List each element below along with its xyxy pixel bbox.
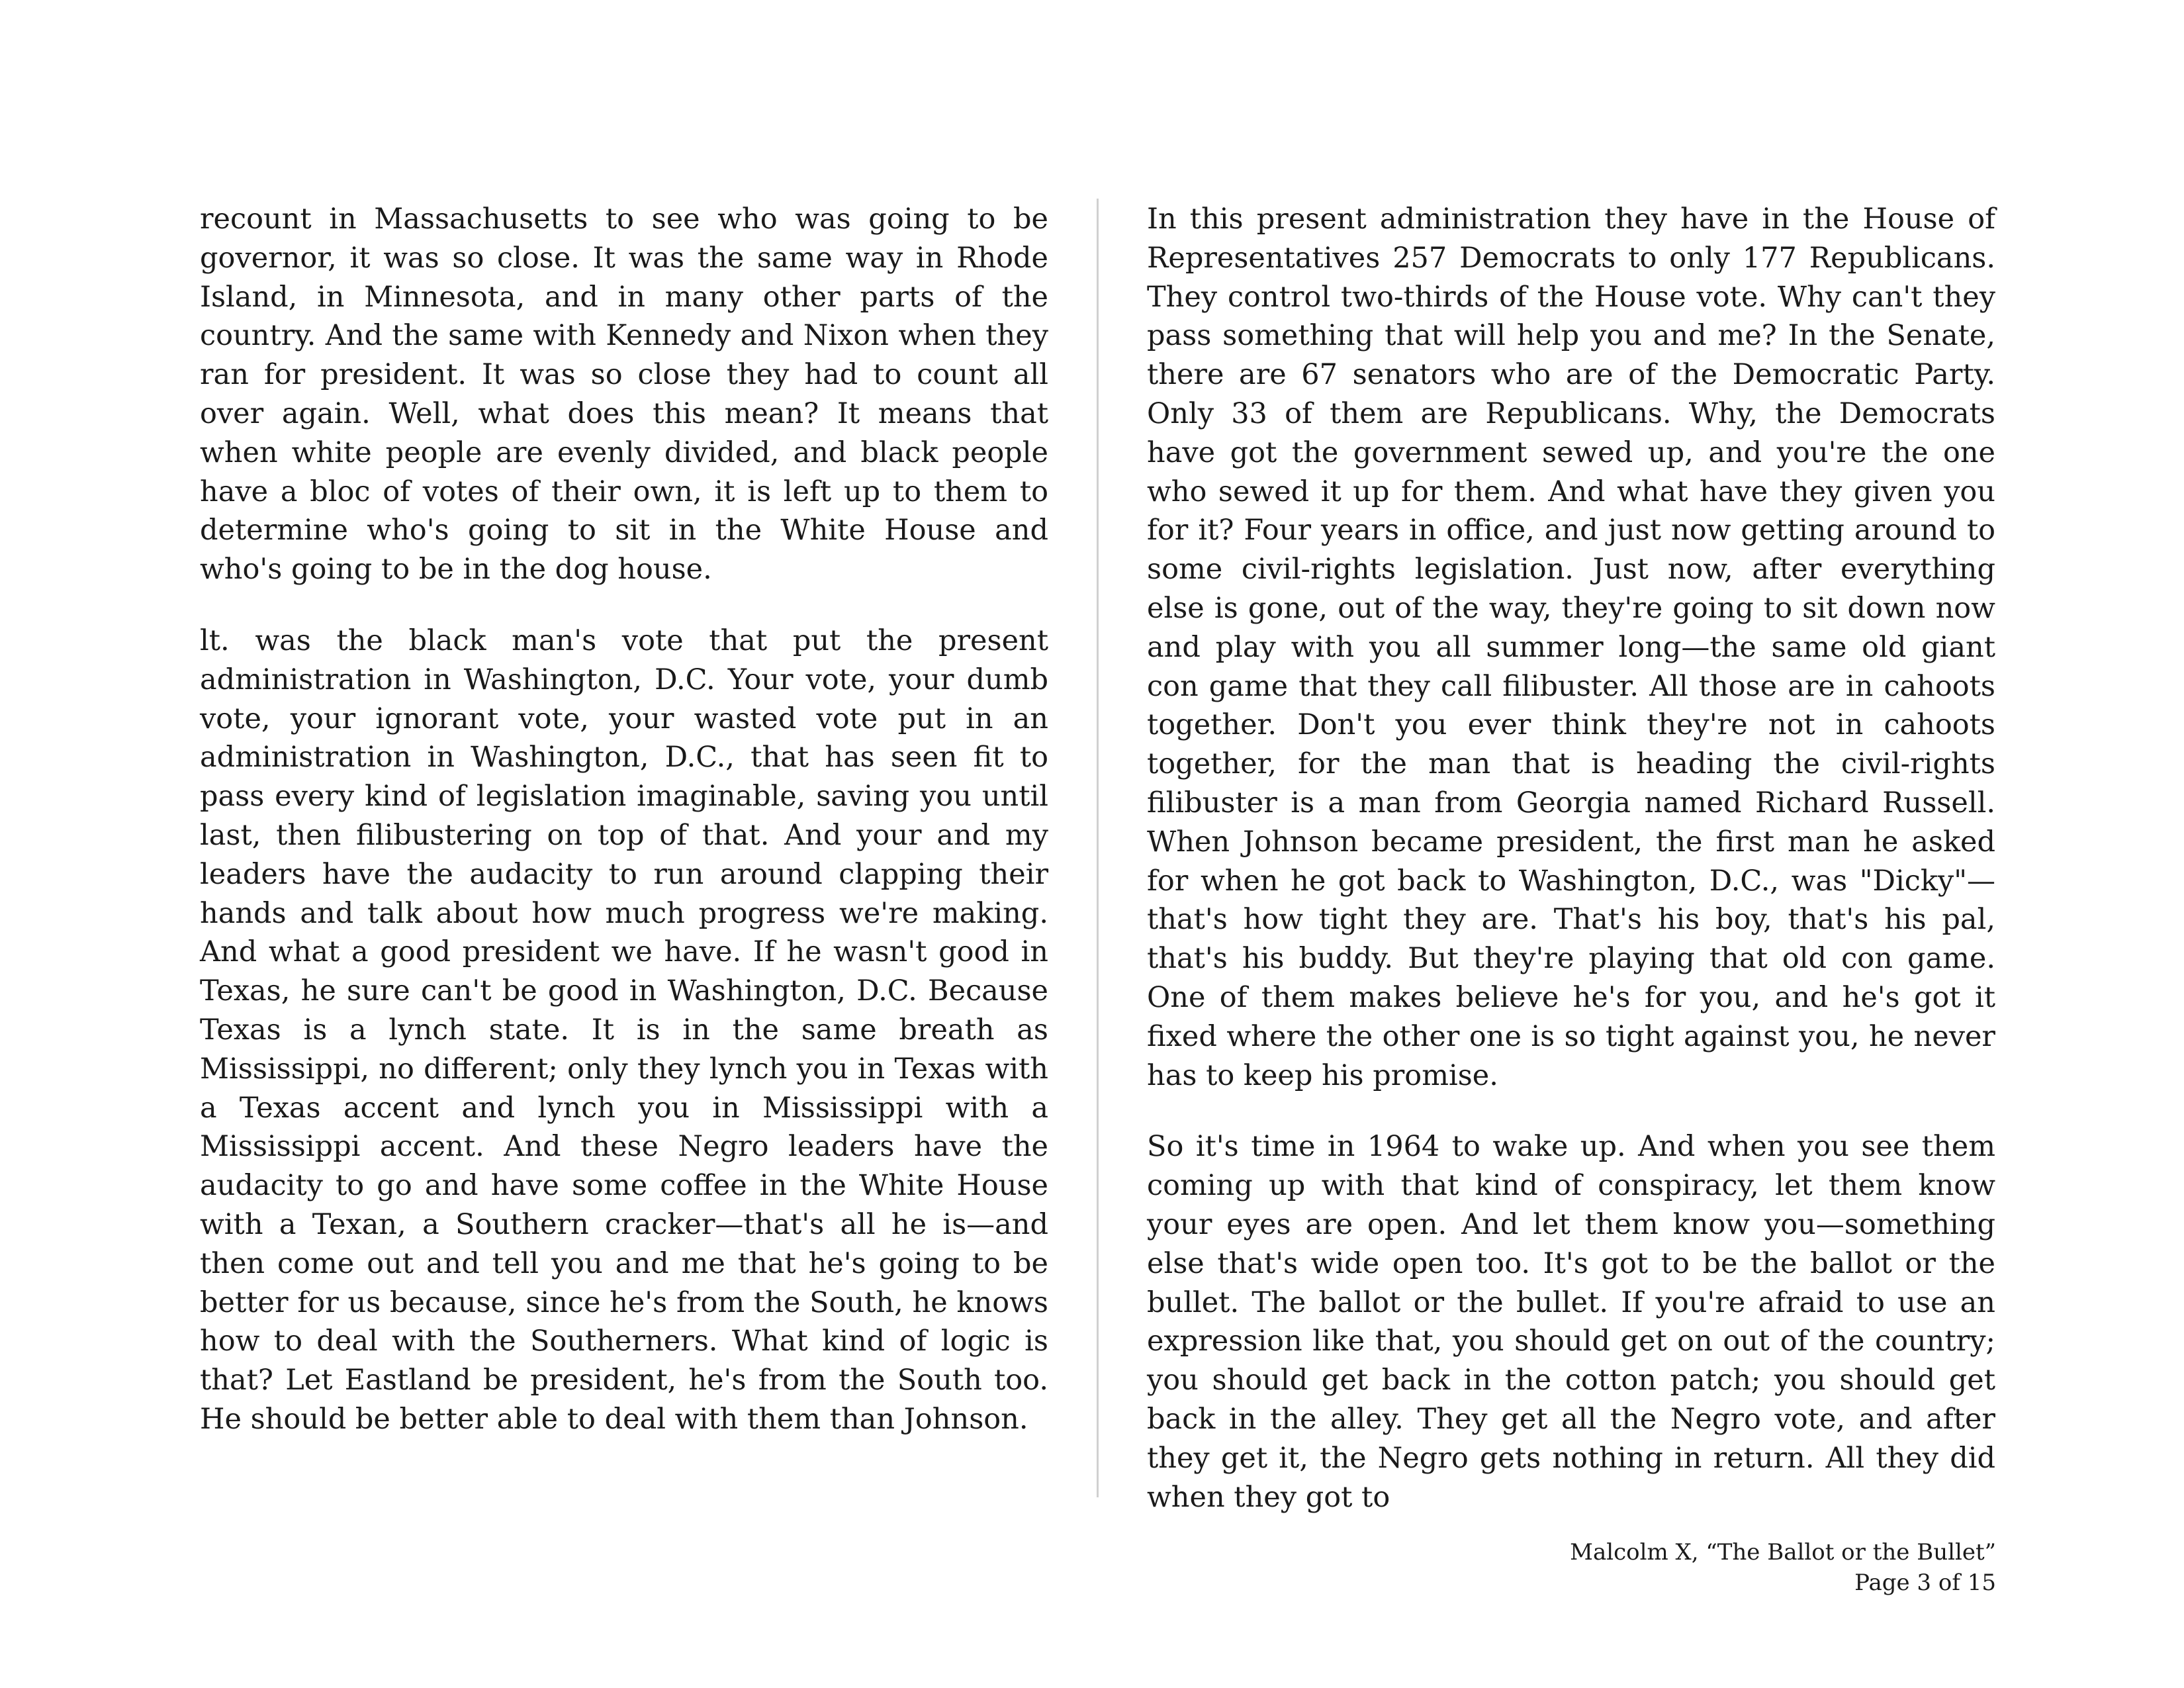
paragraph: recount in Massachusetts to see who was going to be governor, it was so close. It was the same way in Rhode Island, in Minnesota, and in many other parts of the country. And the same with Kennedy and Nixon when they ran for president. It was so close they had to count all over again. Well, what does this mean? It means that when white people are evenly divided, and black people have a bloc of votes of their own, it is left up to them to determine who's going to sit in the White House and who's going to be in the dog house. bbox=[200, 203, 1048, 586]
paragraph: In this present administration they have in the House of Representatives 257 Democrats to only 177 Republicans. They control two-thirds of the House vote. Why can't they pass something that will help you and me? In the Senate, there are 67 senators who are of the Democratic Party. Only 33 of them are Republicans. Why, the Democrats have got the government sewed up, and you're the one who sewed it up for them. And what have they given you for it? Four years in office, and just now getting around to some civil-rights legislation. Just now, after everything else is gone, out of the way, they're going to sit down now and play with you all summer long—the same old giant con game that they call filibuster. All those are in cahoots together. Don't you ever think they're not in cahoots together, for the man that is heading the civil-rights filibuster is a man from Georgia named Richard Russell. When Johnson became president, the first man he asked for when he got back to Washington, D.C., was "Dicky"—that's how tight they are. That's his boy, that's his pal, that's his buddy. But they're playing that old con game. One of them makes believe he's for you, and he's got it fixed where the other one is so tight against you, he never has to keep his promise. bbox=[1147, 203, 1995, 1092]
paragraph: So it's time in 1964 to wake up. And when you see them coming up with that kind of conspiracy, let them know your eyes are open. And let them know you—something else that's wide open too. It's got to be the ballot or the bullet. The ballot or the bullet. If you're afraid to use an expression like that, you should get on out of the country; you should get back in the cotton patch; you should get back in the alley. They get all the Negro vote, and after they get it, the Negro gets nothing in return. All they did when they got to bbox=[1147, 1130, 1995, 1514]
footer-source: Malcolm X, “The Ballot or the Bullet” bbox=[1570, 1539, 1996, 1566]
right-column bbox=[1147, 200, 1995, 1517]
paragraph: lt. was the black man's vote that put the present administration in Washington, D.C. Your vote, your dumb vote, your ignorant vote, your wasted vote put in an administration in Washington, D.C., that has seen fit to pass every kind of legislation imaginable, saving you until last, then filibustering on top of that. And your and my leaders have the audacity to run around clapping their hands and talk about how much progress we're making. And what a good president we have. If he wasn't good in Texas, he sure can't be good in Washington, D.C. Because Texas is a lynch state. It is in the same breath as Mississippi, no different; only they lynch you in Texas with a Texas accent and lynch you in Mississippi with a Mississippi accent. And these Negro leaders have the audacity to go and have some coffee in the White House with a Texan, a Southern cracker—that's all he is—and then come out and tell you and me that he's going to be better for us because, since he's from the South, he knows how to deal with the Southerners. What kind of logic is that? Let Eastland be president, he's from the South too. He should be better able to deal with them than Johnson. bbox=[200, 624, 1048, 1436]
column-divider bbox=[1097, 199, 1099, 1497]
page-footer bbox=[1570, 1537, 1996, 1598]
page-number: Page 3 of 15 bbox=[1854, 1570, 1996, 1596]
left-column bbox=[200, 200, 1048, 1439]
